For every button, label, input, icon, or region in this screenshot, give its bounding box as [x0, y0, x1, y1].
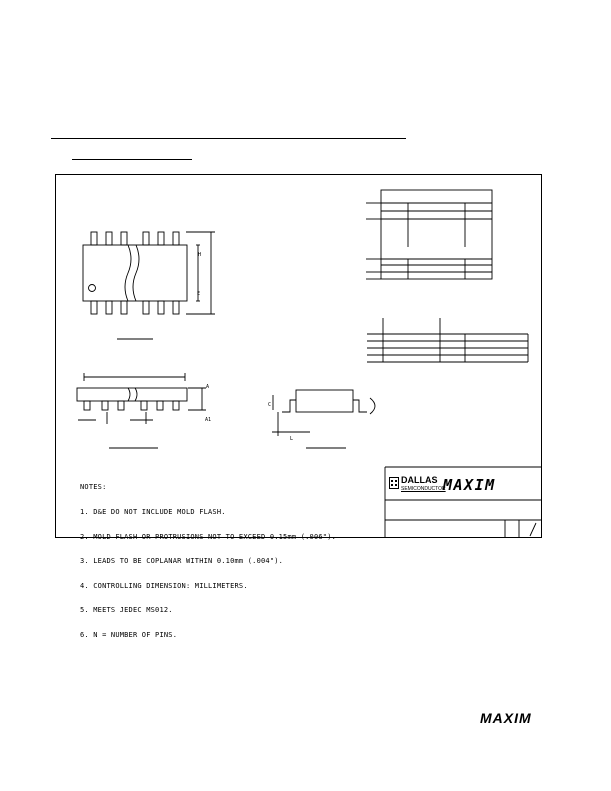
note-2: 2. MOLD FLASH OR PROTRUSIONS NOT TO EXCEED 0.15mm (.006").	[80, 532, 337, 541]
top-view	[83, 232, 215, 339]
notes-heading: NOTES:	[80, 483, 107, 492]
dallas-mark-icon	[389, 477, 399, 489]
note-1: 1. D&E DO NOT INCLUDE MOLD FLASH.	[80, 508, 226, 517]
end-view	[272, 390, 375, 448]
dimension-table-1	[366, 190, 492, 279]
dim-e-label: E	[197, 291, 201, 297]
dallas-subtitle: SEMICONDUCTOR	[401, 486, 446, 492]
dallas-name: DALLAS	[401, 475, 438, 485]
side-view	[77, 373, 206, 448]
maxim-logo-title	[442, 476, 496, 494]
dimension-table-2	[367, 318, 528, 362]
dim-a-label: A	[206, 384, 210, 390]
dim-l-label: L	[290, 436, 294, 442]
footer-maxim-logo: MAXIM	[480, 710, 532, 726]
note-3: 3. LEADS TO BE COPLANAR WITHIN 0.10mm (.004").	[80, 557, 284, 566]
dim-h-label: H	[198, 252, 202, 258]
note-5: 5. MEETS JEDEC MS012.	[80, 606, 173, 615]
note-4: 4. CONTROLLING DIMENSION: MILLIMETERS.	[80, 581, 248, 590]
svg-text:MAXIM: MAXIM	[443, 476, 496, 494]
dim-a1-label: A1	[205, 417, 212, 423]
dallas-logo	[389, 475, 446, 495]
dim-c-label: C	[268, 402, 272, 408]
note-6: 6. N = NUMBER OF PINS.	[80, 631, 178, 640]
drawing-notes	[80, 467, 336, 647]
